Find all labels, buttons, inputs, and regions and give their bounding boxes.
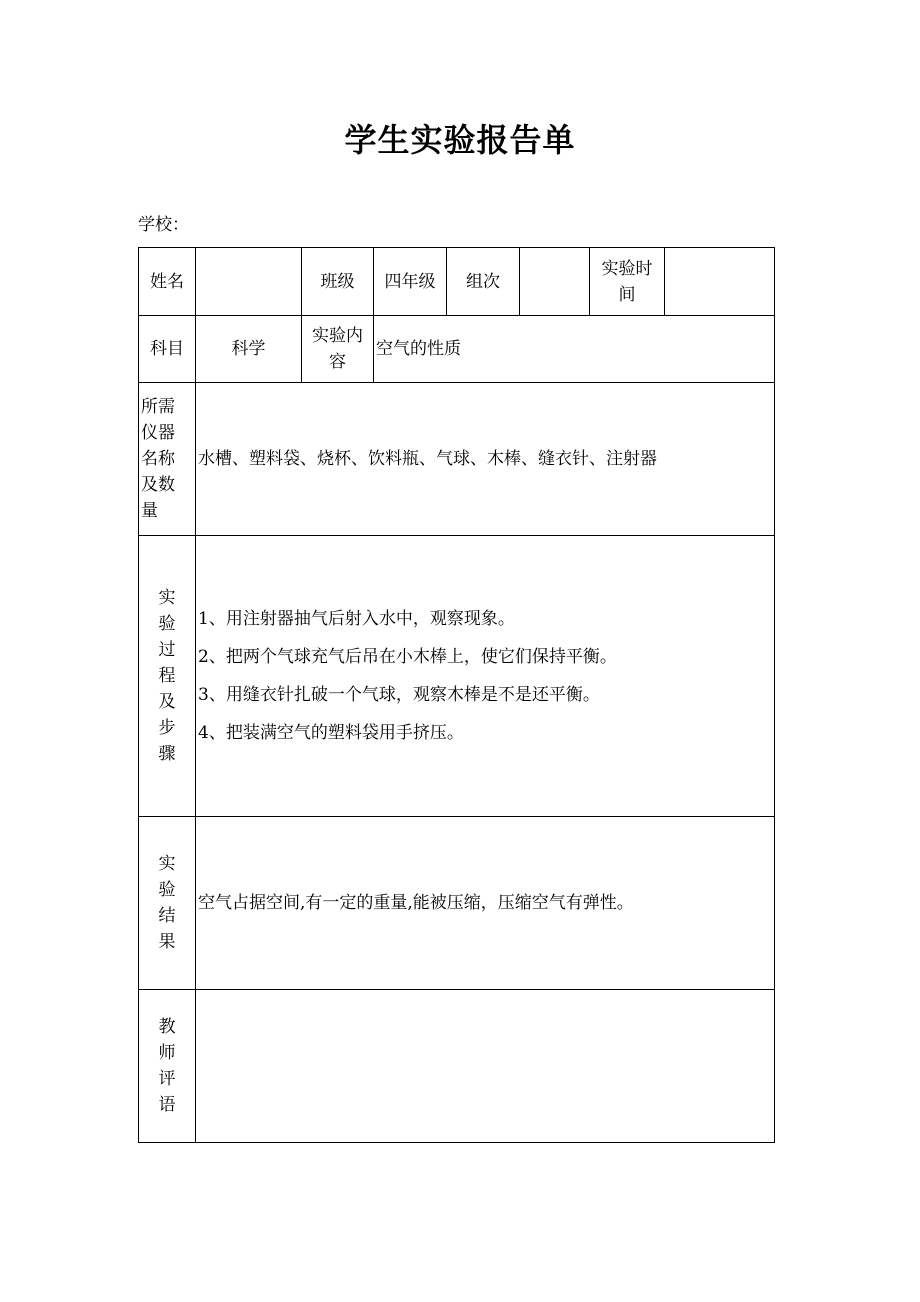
table-row-procedure (139, 536, 775, 817)
procedure-label (139, 536, 196, 817)
name-field[interactable] (196, 248, 302, 316)
result-field[interactable]: 空气占据空间,有一定的重量,能被压缩，压缩空气有弹性。 (196, 817, 775, 990)
class-field[interactable]: 四年级 (374, 248, 447, 316)
procedure-label-char: 及 (158, 692, 176, 712)
equipment-label (139, 383, 196, 536)
school-label: 学校： (138, 215, 189, 235)
procedure-label-char: 骤 (158, 744, 176, 764)
time-label-line2: 间 (618, 284, 636, 305)
content-label (302, 316, 374, 383)
table-row-comment (139, 990, 775, 1143)
equipment-label-line: 仪器 (141, 423, 175, 443)
procedure-label-char: 验 (158, 614, 176, 634)
content-label-line2: 容 (329, 352, 346, 372)
comment-label (139, 990, 196, 1143)
time-field[interactable] (665, 248, 775, 316)
result-label-char: 果 (158, 932, 176, 952)
group-field[interactable] (520, 248, 590, 316)
result-label-char: 实 (158, 854, 176, 874)
result-label-char: 结 (158, 906, 176, 926)
procedure-label-char: 实 (158, 588, 176, 608)
name-label: 姓名 (139, 248, 196, 316)
table-row-subject (139, 316, 775, 383)
comment-label-char: 语 (158, 1095, 176, 1115)
time-label-line1: 实验时 (601, 258, 653, 279)
table-row-basic-info (139, 248, 775, 316)
table-row-result (139, 817, 775, 990)
procedure-field[interactable] (196, 536, 775, 817)
equipment-field[interactable]: 水槽、塑料袋、烧杯、饮料瓶、气球、木棒、缝衣针、注射器 (196, 383, 775, 536)
page-title: 学生实验报告单 (344, 121, 576, 159)
subject-field[interactable]: 科学 (196, 316, 302, 383)
content-label-line1: 实验内 (312, 326, 363, 346)
group-label: 组次 (447, 248, 520, 316)
equipment-label-line: 量 (141, 501, 158, 521)
class-label: 班级 (302, 248, 374, 316)
equipment-label-line: 所需 (141, 397, 175, 417)
result-label-char: 验 (158, 880, 176, 900)
time-label (590, 248, 665, 316)
procedure-step: 2、把两个气球充气后吊在小木棒上，使它们保持平衡。 (198, 647, 617, 667)
equipment-label-line: 名称 (141, 449, 175, 469)
content-field[interactable]: 空气的性质 (374, 316, 775, 383)
procedure-step: 3、用缝衣针扎破一个气球，观察木棒是不是还平衡。 (198, 685, 600, 705)
equipment-label-line: 及数 (141, 475, 175, 495)
report-table (138, 247, 775, 1143)
comment-label-char: 评 (158, 1069, 176, 1089)
comment-label-char: 教 (158, 1017, 176, 1037)
procedure-label-char: 程 (158, 666, 176, 686)
subject-label: 科目 (139, 316, 196, 383)
result-label (139, 817, 196, 990)
comment-field[interactable] (196, 990, 775, 1143)
table-row-equipment (139, 383, 775, 536)
comment-label-char: 师 (158, 1043, 176, 1063)
procedure-label-char: 过 (158, 640, 176, 660)
procedure-step: 1、用注射器抽气后射入水中，观察现象。 (198, 609, 515, 629)
procedure-step: 4、把装满空气的塑料袋用手挤压。 (198, 723, 464, 743)
procedure-label-char: 步 (158, 718, 176, 738)
